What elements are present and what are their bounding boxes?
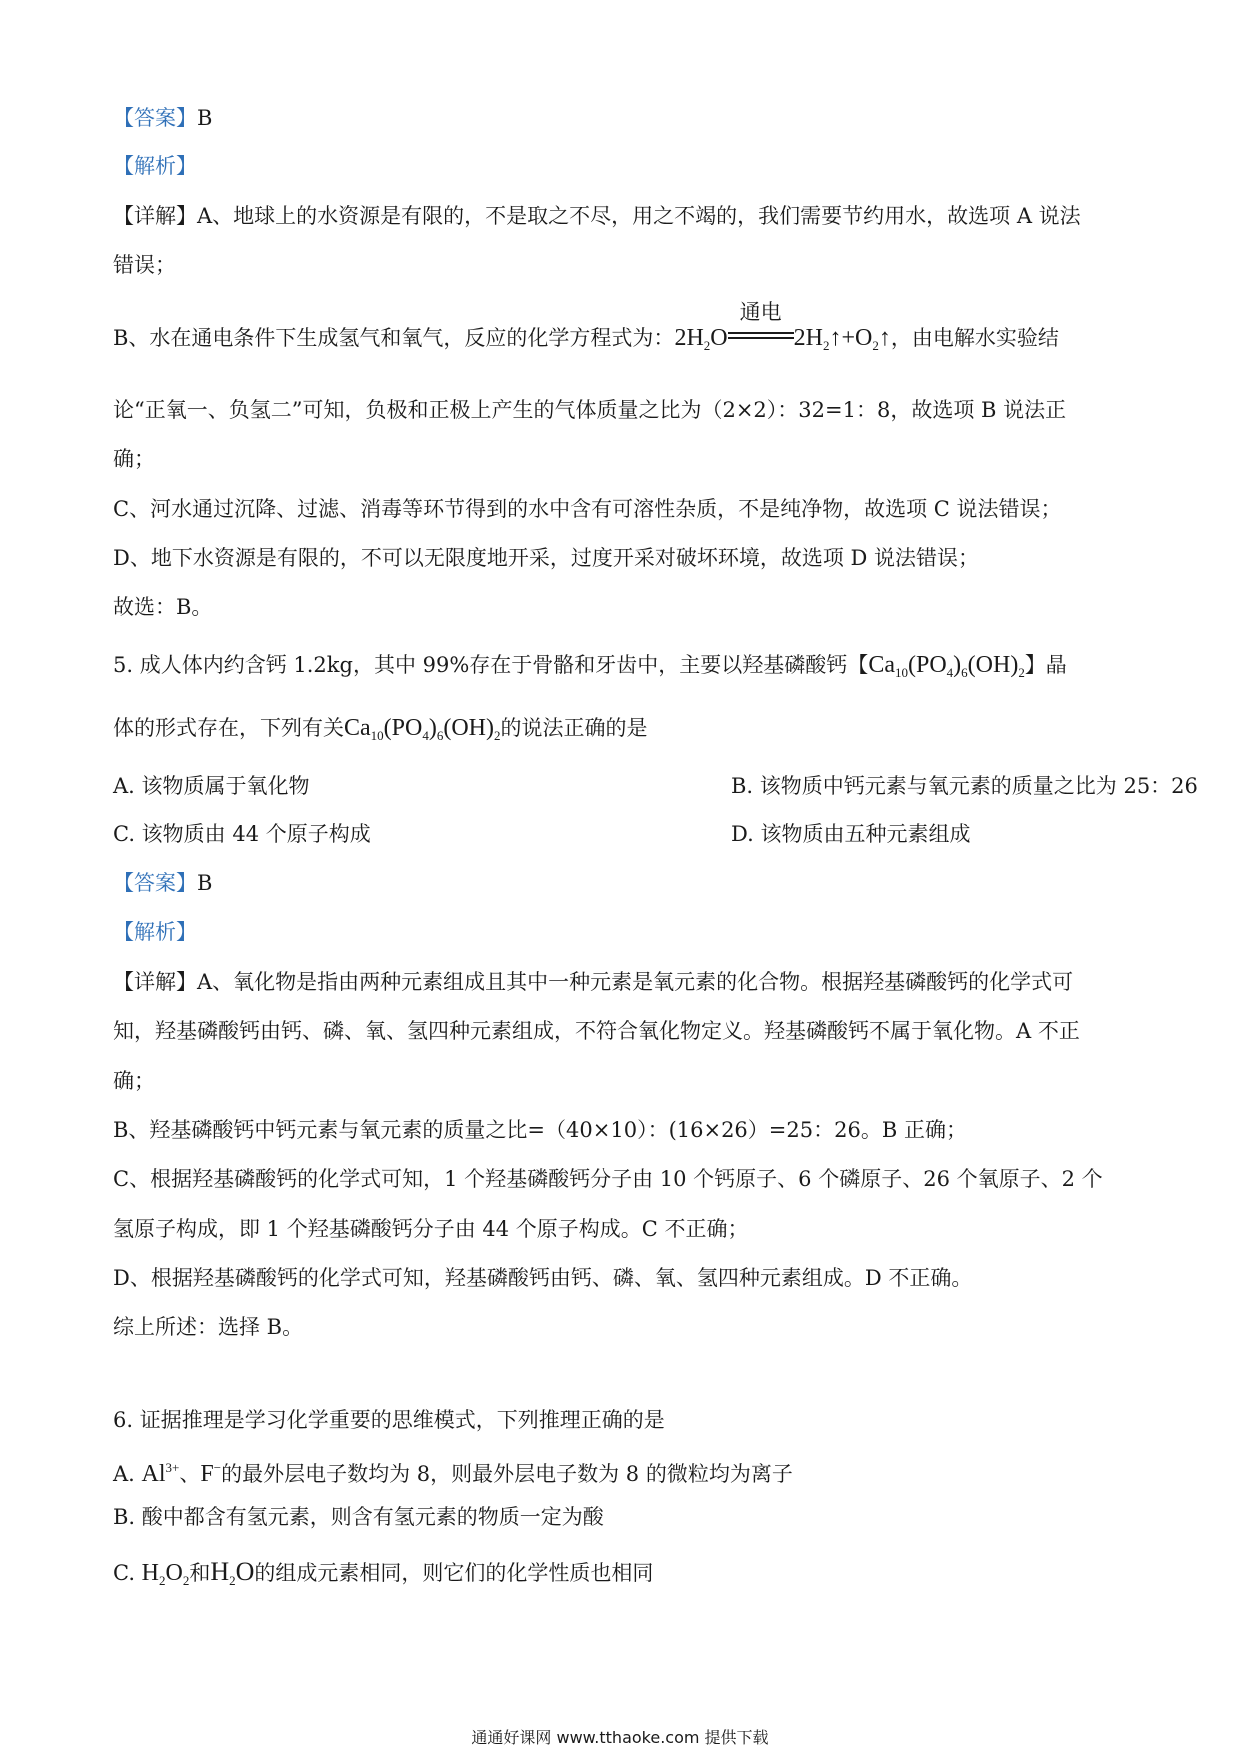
- q5-detail-b: B、羟基磷酸钙中钙元素与氧元素的质量之比=（40×10）：(16×26）=25：26。B 正确；: [113, 1118, 967, 1142]
- electrolysis-equation: [674, 300, 891, 353]
- q5-detail-a-line1: 【详解】A、氧化物是指由两种元素组成且其中一种元素是氧元素的化合物。根据羟基磷酸钙的化学式可: [113, 970, 1074, 994]
- q4-detail-b-line1: [113, 300, 1059, 361]
- q5-detail-a-line3: 确；: [113, 1069, 155, 1093]
- q5-options-row2: [113, 819, 971, 849]
- ion-al-symbol: Al: [141, 1461, 166, 1487]
- q5-stem-line2-post: 的说法正确的是: [500, 716, 648, 740]
- eq-rhs-mid: ↑+O: [829, 325, 873, 351]
- q5-stem-line2-pre: 体的形式存在，下列有关: [113, 716, 344, 740]
- q4-detail-b-pre: B、水在通电条件下生成氢气和氧气，反应的化学方程式为：: [113, 326, 675, 350]
- h2o2-h: H: [141, 1560, 160, 1586]
- q5-option-d: D. 该物质由五种元素组成: [731, 822, 971, 846]
- q5-analysis-tag: 【解析】: [113, 920, 197, 944]
- formula-po: (PO: [383, 715, 423, 741]
- q5-option-a: A. 该物质属于氧化物: [113, 774, 310, 798]
- q5-stem-post: 】晶: [1024, 653, 1067, 677]
- formula-po-sub: 4: [946, 665, 954, 680]
- eq-rhs1-sub: 2: [822, 338, 830, 353]
- eq-rhs-end: ↑: [878, 325, 891, 351]
- q6-option-b: B. 酸中都含有氢元素，则含有氢元素的物质一定为酸: [113, 1505, 604, 1529]
- formula-ca-sub: 10: [370, 728, 384, 743]
- q4-detail-c: C、河水通过沉降、过滤、消毒等环节得到的水中含有可溶性杂质，不是纯净物，故选项 C 说法错误；: [113, 497, 1062, 521]
- q5-stem-pre: 5. 成人体内约含钙 1.2kg，其中 99%存在于骨骼和牙齿中，主要以羟基磷酸钙【: [113, 653, 869, 677]
- formula-ca: Ca: [868, 652, 895, 678]
- q6-option-a: [113, 1453, 793, 1489]
- ion-al: [142, 1461, 180, 1487]
- q6-option-a-sep: 、: [179, 1462, 201, 1486]
- q5-options-row1: [113, 771, 1198, 801]
- q4-answer: [113, 103, 212, 133]
- q6-option-a-post: 的最外层电子数均为 8，则最外层电子数为 8 的微粒均为离子: [221, 1462, 793, 1486]
- formula-po-close: ): [953, 652, 962, 678]
- eq-rhs1: 2H: [793, 325, 823, 351]
- q5-detail-c-line1: C、根据羟基磷酸钙的化学式可知，1 个羟基磷酸钙分子由 10 个钙原子、6 个磷原子、26 个氧原子、2 个: [113, 1167, 1103, 1191]
- q5-detail-c-line2: 氢原子构成，即 1 个羟基磷酸钙分子由 44 个原子构成。C 不正确；: [113, 1217, 749, 1241]
- eq-arrow: [728, 300, 794, 353]
- h2o-h: H: [210, 1557, 230, 1586]
- formula-po-close: ): [428, 715, 437, 741]
- q5-option-b: B. 该物质中钙元素与氧元素的质量之比为 25：26: [731, 774, 1198, 798]
- footer-watermark: 通通好课网 www.tthaoke.com 提供下载: [471, 1728, 769, 1747]
- q5-detail-a-line2: 知，羟基磷酸钙由钙、磷、氧、氢四种元素组成，不符合氧化物定义。羟基磷酸钙不属于氧化物。A 不正: [113, 1019, 1080, 1043]
- q4-detail-b-line2: 论“正氧一、负氢二”可知，负极和正极上产生的气体质量之比为（2×2）：32=1：8，故选项 B 说法正: [113, 398, 1067, 422]
- q5-stem-line2: [113, 713, 648, 751]
- q5-conclusion: 综上所述：选择 B。: [113, 1315, 304, 1339]
- h2o2-sub1: 2: [159, 1573, 166, 1588]
- formula-h2o: [210, 1557, 254, 1586]
- q6-option-c: [113, 1557, 653, 1596]
- formula-hydroxyapatite: [868, 652, 1025, 678]
- formula-ca: Ca: [344, 715, 371, 741]
- q6-option-c-post: 的组成元素相同，则它们的化学性质也相同: [254, 1561, 654, 1585]
- q4-detail-b-post: ，由电解水实验结: [890, 326, 1059, 350]
- formula-oh: (OH): [967, 652, 1019, 678]
- h2o-sub: 2: [229, 1573, 236, 1588]
- answer-tag: 【答案】: [113, 106, 197, 130]
- formula-h2o2: [142, 1560, 190, 1586]
- formula-po-out-sub: 6: [961, 665, 968, 680]
- ion-f: [200, 1461, 221, 1487]
- h2o-o: O: [235, 1557, 255, 1586]
- eq-rhs2-sub: 2: [872, 338, 879, 353]
- h2o2-sub2: 2: [182, 1573, 190, 1588]
- q5-stem-line1: [113, 650, 1067, 688]
- q5-answer: [113, 868, 212, 898]
- h2o2-o: O: [165, 1560, 183, 1586]
- q4-detail-d: D、地下水资源是有限的，不可以无限度地开采，过度开采对破坏环境，故选项 D 说法错误；: [113, 546, 980, 570]
- q6-option-a-pre: A.: [113, 1462, 142, 1486]
- formula-oh-sub: 2: [1018, 665, 1025, 680]
- answer-value: B: [197, 106, 213, 130]
- answer-value: B: [197, 871, 213, 895]
- eq-lhs: 2H: [674, 325, 704, 351]
- formula-oh: (OH): [443, 715, 494, 741]
- formula-po-sub: 4: [422, 728, 429, 743]
- eq-double-line: [728, 332, 794, 339]
- q6-option-c-pre: C.: [113, 1561, 142, 1585]
- formula-ca-sub: 10: [894, 665, 908, 680]
- q6-option-c-and: 和: [189, 1561, 211, 1585]
- q4-detail-b-line3: 确；: [113, 447, 155, 471]
- q4-detail-a-line2: 错误；: [113, 253, 176, 277]
- answer-tag: 【答案】: [113, 871, 197, 895]
- formula-po: (PO: [907, 652, 947, 678]
- q4-detail-a-line1: 【详解】A、地球上的水资源是有限的，不是取之不尽，用之不竭的，我们需要节约用水，故选项 A 说法: [113, 204, 1081, 228]
- q4-conclusion: 故选：B。: [113, 595, 213, 619]
- q5-detail-d: D、根据羟基磷酸钙的化学式可知，羟基磷酸钙由钙、磷、氧、氢四种元素组成。D 不正确。: [113, 1266, 973, 1290]
- ion-f-charge: −: [213, 1460, 222, 1475]
- q5-option-c: C. 该物质由 44 个原子构成: [113, 822, 371, 846]
- ion-al-charge: 3+: [165, 1460, 180, 1475]
- eq-lhs-tail: O: [710, 325, 728, 351]
- ion-f-symbol: F: [200, 1461, 214, 1487]
- q6-stem: 6. 证据推理是学习化学重要的思维模式，下列推理正确的是: [113, 1408, 665, 1432]
- eq-condition: 通电: [739, 300, 782, 324]
- formula-po-out-sub: 6: [436, 728, 444, 743]
- q4-analysis-tag: 【解析】: [113, 154, 197, 178]
- formula-oh-sub: 2: [494, 728, 501, 743]
- formula-hydroxyapatite-2: [344, 715, 501, 741]
- eq-lhs-sub: 2: [703, 338, 711, 353]
